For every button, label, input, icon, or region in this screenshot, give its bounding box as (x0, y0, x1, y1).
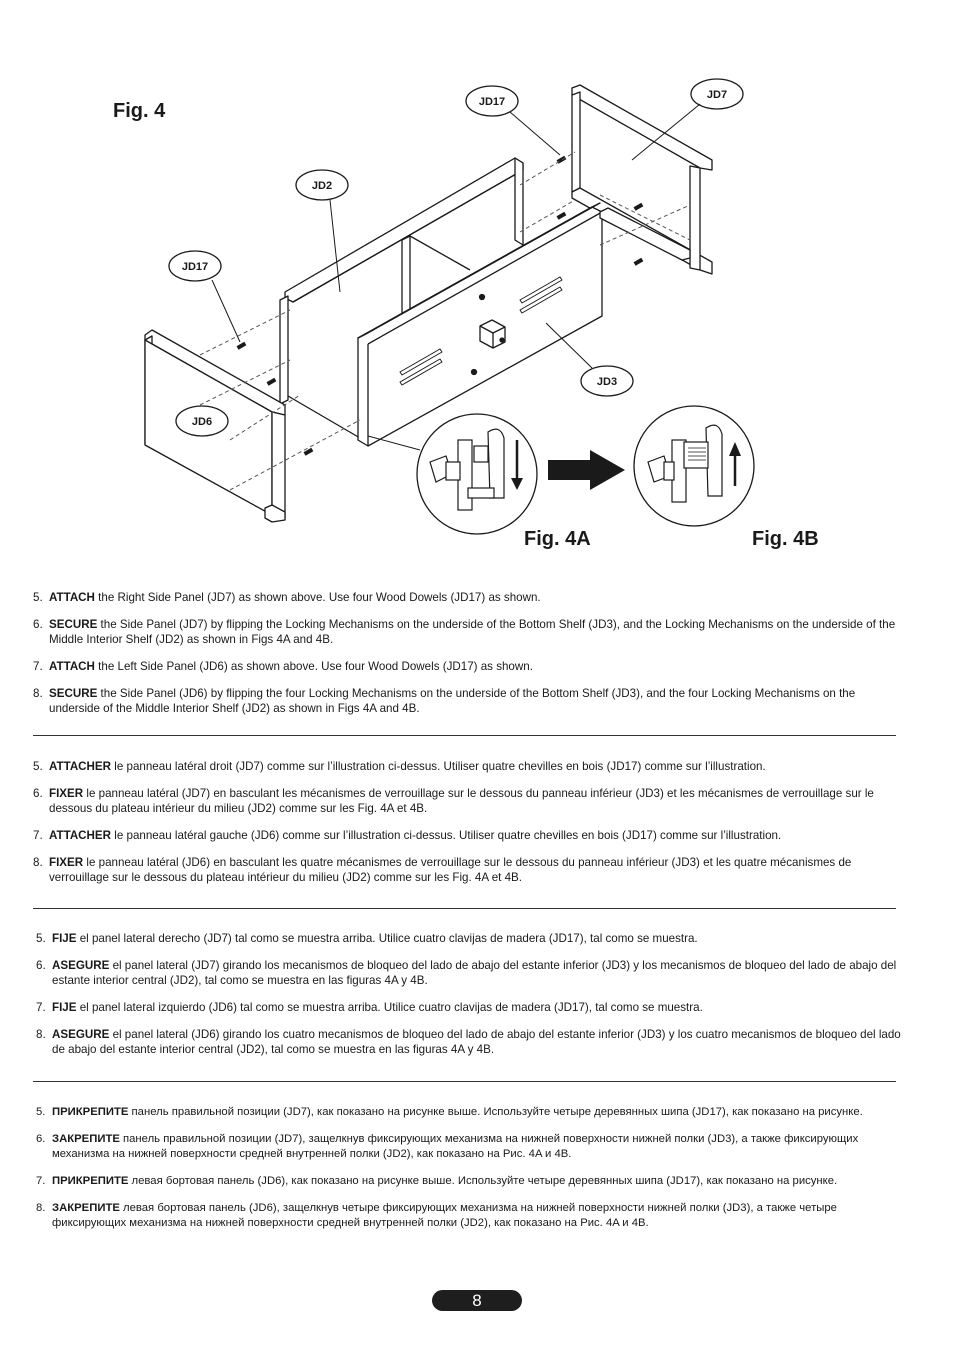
callout-jd2: JD2 (311, 180, 333, 192)
english-instructions (33, 590, 903, 716)
list-item: 8. ASEGURE el panel lateral (JD6) girando los cuatro mecanismos de bloqueo del lado de abajo del estante inferior (JD3) y los cuatro mecanismos de bloqueo del lado de abajo del estante interior central (JD2), tal como se muestra en las figuras 4A y 4B. (36, 1028, 901, 1056)
assembly-diagram (0, 0, 954, 570)
arrow-right-icon (548, 450, 625, 490)
callout-jd6: JD6 (191, 416, 213, 428)
list-item: 7. ATTACHER le panneau latéral gauche (JD6) comme sur l’illustration ci-dessus. Utiliser quatre chevilles en bois (JD17) comme sur l’illustration. (33, 829, 782, 842)
callout-jd7: JD7 (706, 89, 728, 101)
list-item: 7. ПРИКРЕПИТЕ левая бортовая панель (JD6), как показано на рисунке выше. Используйте четыре деревянных шипа (JD17), как показано на рисунке. (36, 1175, 838, 1187)
list-item: 5. ATTACHER le panneau latéral droit (JD7) comme sur l’illustration ci-dessus. Utiliser quatre chevilles en bois (JD17) comme sur l’illustration. (33, 760, 766, 773)
russian-instructions (36, 1105, 906, 1231)
callout-jd17-right: JD17 (478, 96, 506, 108)
fig-4a-title: Fig. 4A (524, 528, 591, 550)
list-item: 5. ATTACH the Right Side Panel (JD7) as shown above. Use four Wood Dowels (JD17) as shown. (33, 591, 541, 604)
list-item: 8. ЗАКРЕПИТЕ левая бортовая панель (JD6), защелкнув четыре фиксирующих механизма на нижней поверхности нижней полки (JD3), а также четыре фиксирующих механизма на нижней поверхности средней внутренней полки (JD2), как показано на Рис. 4A и 4B. (36, 1202, 837, 1229)
list-item: 5. FIJE el panel lateral derecho (JD7) tal como se muestra arriba. Utilice cuatro clavijas de madera (JD17), tal como se muestra. (36, 932, 698, 945)
french-instructions (33, 759, 903, 885)
page-number: 8 (432, 1290, 522, 1311)
list-item: 7. ATTACH the Left Side Panel (JD6) as shown above. Use four Wood Dowels (JD17) as shown. (33, 660, 533, 673)
list-item: 6. SECURE the Side Panel (JD7) by flipping the Locking Mechanisms on the underside of the Bottom Shelf (JD3), and the Locking Mechanisms on the underside of the Middle Interior Shelf (JD2) as shown in Figs 4A and 4B. (33, 618, 896, 646)
list-item: 8. FIXER le panneau latéral (JD6) en basculant les quatre mécanismes de verrouillage sur le dessous du panneau inférieur (JD3) et les quatre mécanismes de verrouillage sur le dessous du plateau intérieur du milieu (JD2) comme sur les Fig. 4A et 4B. (33, 856, 852, 884)
fig-4b-title: Fig. 4B (752, 528, 819, 550)
fig-4-title: Fig. 4 (113, 100, 166, 122)
list-item: 6. FIXER le panneau latéral (JD7) en basculant les mécanismes de verrouillage sur le dessous du panneau inférieur (JD3) et les mécanismes de verrouillage sur le dessous du plateau intérieur du milieu (JD2) comme sur les Fig. 4A et 4B. (33, 787, 874, 815)
list-item: 8. SECURE the Side Panel (JD6) by flipping the four Locking Mechanisms on the underside of the Bottom Shelf (JD3), and the four Locking Mechanisms on the underside of the Middle Interior Shelf (JD2) as shown in Figs 4A and 4B. (33, 687, 856, 715)
divider (33, 735, 896, 736)
list-item: 5. ПРИКРЕПИТЕ панель правильной позиции (JD7), как показано на рисунке выше. Используйте четыре деревянных шипа (JD17), как показано на рисунке. (36, 1106, 863, 1118)
fig-4b-detail (634, 406, 754, 526)
spanish-instructions (36, 931, 906, 1057)
callout-jd3: JD3 (596, 376, 618, 388)
divider (33, 1081, 896, 1082)
list-item: 6. ASEGURE el panel lateral (JD7) girando los mecanismos de bloqueo del lado de abajo del estante inferior (JD3) y los mecanismos de bloqueo del lado de abajo del estante interior central (JD2), tal como se muestra en las figuras 4A y 4B. (36, 959, 897, 987)
list-item: 7. FIJE el panel lateral izquierdo (JD6) tal como se muestra arriba. Utilice cuatro clavijas de madera (JD17), tal como se muestra. (36, 1001, 703, 1014)
callout-jd17-left: JD17 (181, 261, 209, 273)
divider (33, 908, 896, 909)
fig-4a-detail (417, 414, 537, 534)
list-item: 6. ЗАКРЕПИТЕ панель правильной позиции (JD7), защелкнув фиксирующих механизма на нижней поверхности нижней полки (JD3), а также фиксирующих механизма на нижней поверхности средней внутренней полки (JD2), как показано на Рис. 4A и 4B. (36, 1133, 859, 1160)
